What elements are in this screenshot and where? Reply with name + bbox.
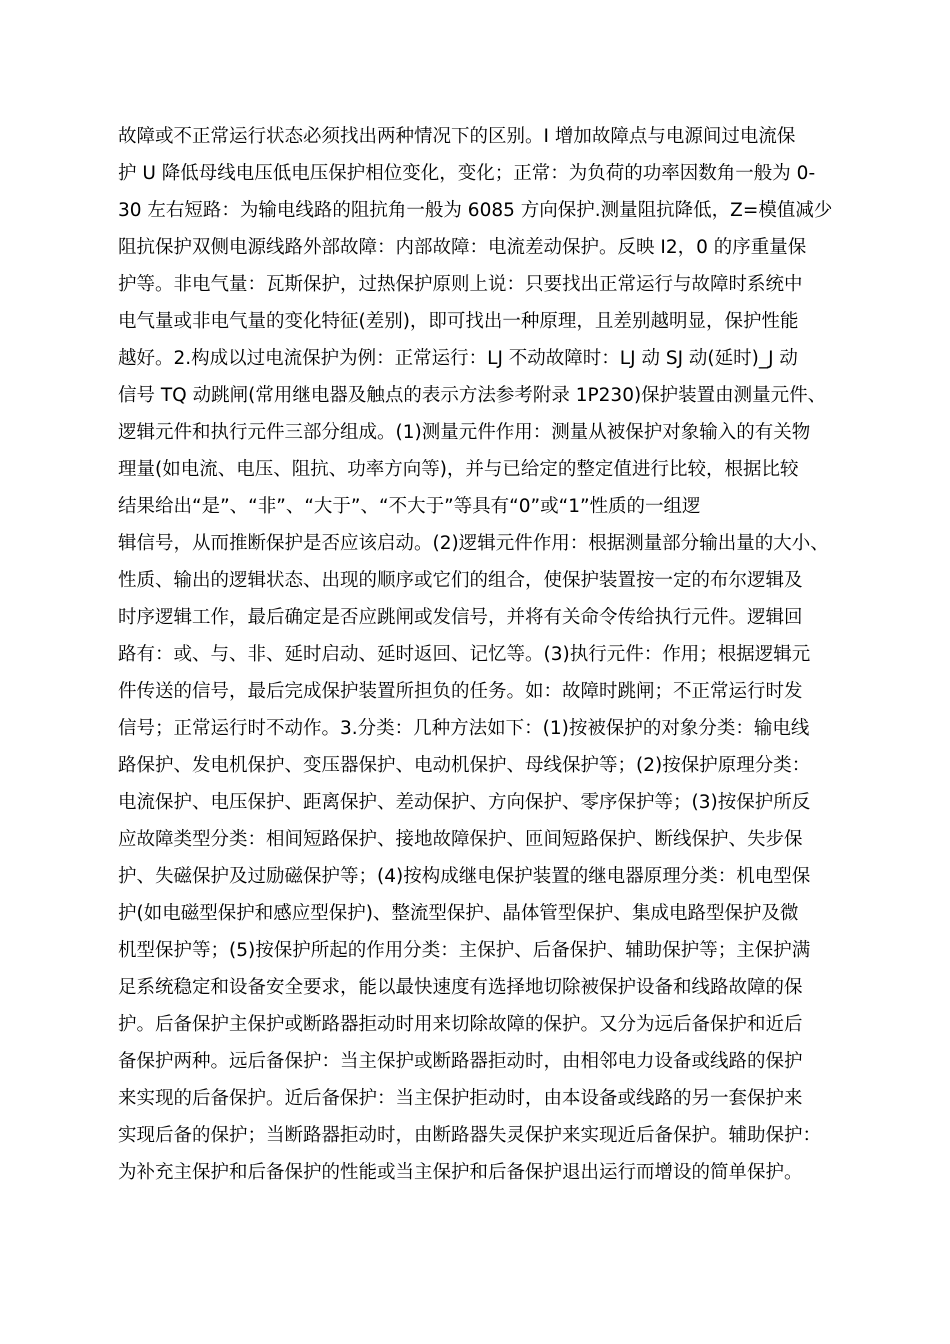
text-line: 时序逻辑工作，最后确定是否应跳闸或发信号，并将有关命令传给执行元件。逻辑回 xyxy=(118,607,803,628)
text-line: 机型保护等；(5)按保护所起的作用分类：主保护、后备保护、辅助保护等；主保护满 xyxy=(118,940,811,961)
text-line: 故障或不正常运行状态必须找出两种情况下的区别。I 增加故障点与电源间过电流保 xyxy=(118,126,796,147)
text-line: 护、失磁保护及过励磁保护等；(4)按构成继电保护装置的继电器原理分类：机电型保 xyxy=(118,866,811,887)
text-line: 信号 TQ 动跳闸(常用继电器及触点的表示方法参考附录 1P230)保护装置由测量元件、 xyxy=(118,385,827,406)
text-line: 信号；正常运行时不动作。3.分类：几种方法如下：(1)按被保护的对象分类：输电线 xyxy=(118,718,810,739)
text-line: 护。后备保护主保护或断路器拒动时用来切除故障的保护。又分为远后备保护和近后 xyxy=(118,1014,803,1035)
text-line: 来实现的后备保护。近后备保护：当主保护拒动时，由本设备或线路的另一套保护来 xyxy=(118,1088,803,1109)
text-line: 件传送的信号，最后完成保护装置所担负的任务。如：故障时跳闸；不正常运行时发 xyxy=(118,681,803,702)
text-line: 理量(如电流、电压、阻抗、功率方向等)，并与已给定的整定值进行比较，根据比较 xyxy=(118,459,799,480)
text-line: 越好。2.构成以过电流保护为例：正常运行：LJ 不动故障时：LJ 动 SJ 动(延时)_J 动 xyxy=(118,348,798,369)
text-line: 备保护两种。远后备保护：当主保护或断路器拒动时，由相邻电力设备或线路的保护 xyxy=(118,1051,803,1072)
text-line: 路有：或、与、非、延时启动、延时返回、记忆等。(3)执行元件：作用；根据逻辑元 xyxy=(118,644,811,665)
text-line: 护 U 降低母线电压低电压保护相位变化，变化；正常：为负荷的功率因数角一般为 0- xyxy=(118,163,816,184)
text-line: 电气量或非电气量的变化特征(差别)，即可找出一种原理，且差别越明显，保护性能 xyxy=(118,311,799,332)
text-line: 性质、输出的逻辑状态、出现的顺序或它们的组合，使保护装置按一定的布尔逻辑及 xyxy=(118,570,803,591)
text-line: 护(如电磁型保护和感应型保护)、整流型保护、晶体管型保护、集成电路型保护及微 xyxy=(118,903,799,924)
text-line: 结果给出“是”、“非”、“大于”、“不大于”等具有“0”或“1”性质的一组逻 xyxy=(118,496,701,517)
text-line: 路保护、发电机保护、变压器保护、电动机保护、母线保护等；(2)按保护原理分类： xyxy=(118,755,811,776)
text-line: 30 左右短路：为输电线路的阻抗角一般为 6085 方向保护.测量阻抗降低，Z=模值减少 xyxy=(118,200,833,221)
text-line: 电流保护、电压保护、距离保护、差动保护、方向保护、零序保护等；(3)按保护所反 xyxy=(118,792,811,813)
body-text xyxy=(118,118,838,1191)
text-line: 逻辑元件和执行元件三部分组成。(1)测量元件作用：测量从被保护对象输入的有关物 xyxy=(118,422,811,443)
text-line: 应故障类型分类：相间短路保护、接地故障保护、匝间短路保护、断线保护、失步保 xyxy=(118,829,803,850)
text-line: 为补充主保护和后备保护的性能或当主保护和后备保护退出运行而增设的简单保护。 xyxy=(118,1162,803,1183)
text-line: 阻抗保护双侧电源线路外部故障：内部故障：电流差动保护。反映 I2，0 的序重量保 xyxy=(118,237,807,258)
text-line: 足系统稳定和设备安全要求，能以最快速度有选择地切除被保护设备和线路故障的保 xyxy=(118,977,803,998)
text-line: 实现后备的保护；当断路器拒动时，由断路器失灵保护来实现近后备保护。辅助保护： xyxy=(118,1125,822,1146)
text-line: 护等。非电气量：瓦斯保护，过热保护原则上说：只要找出正常运行与故障时系统中 xyxy=(118,274,803,295)
text-line: 辑信号，从而推断保护是否应该启动。(2)逻辑元件作用：根据测量部分输出量的大小、 xyxy=(118,533,829,554)
